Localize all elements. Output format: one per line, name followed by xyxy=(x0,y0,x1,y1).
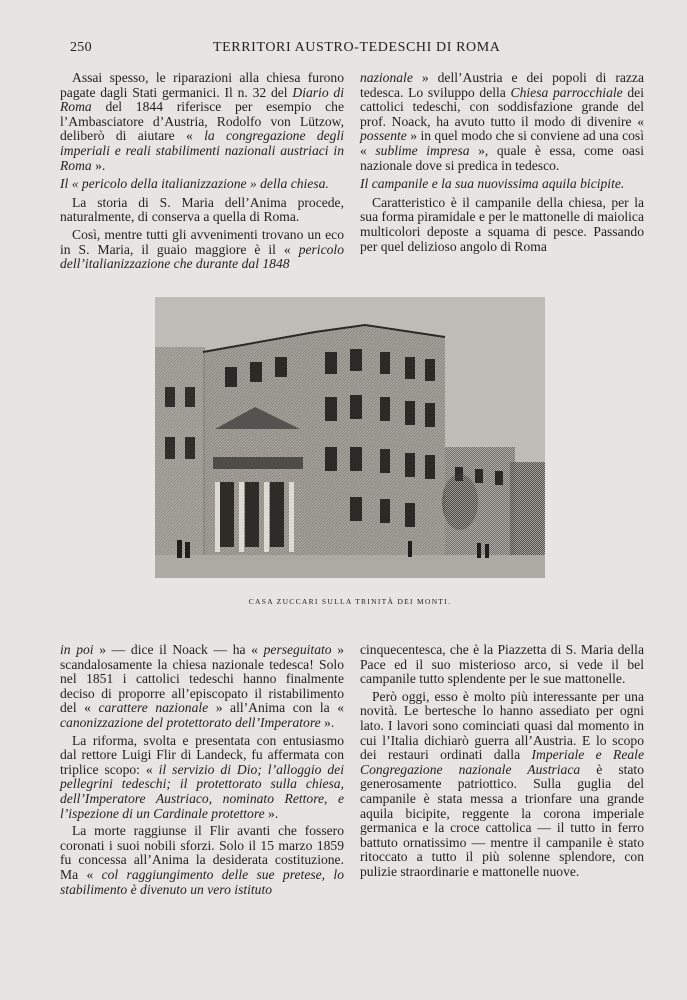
italic-text: pericolo dell’italianizzazione che durante dal 1848 xyxy=(60,241,344,272)
italic-text: in poi xyxy=(60,642,94,657)
text: » dell’Austria e dei popoli di razza tedesca. Lo sviluppo della xyxy=(360,70,644,100)
text: Però oggi, esso è molto più interessante per una novità. Le bertesche lo hanno assediato per ogni lato. I lavori sono cominciati quasi dal momento in cui l’Italia dichiarò guerra all’Austria. E lo scopo dei restauri ordinati dalla xyxy=(360,688,644,763)
italic-text: Chiesa parrocchiale xyxy=(510,84,623,100)
column-bottom-left xyxy=(60,643,344,900)
text: » scandalosamente la chiesa nazionale tedesca! Solo nel 1851 i cattolici tedeschi hanno finalmente deciso di proporre all’episcopato il ristabilimento del « xyxy=(60,642,345,716)
engraving-illustration xyxy=(155,297,545,578)
italic-text: perseguitato xyxy=(263,642,332,657)
paragraph xyxy=(60,643,344,731)
italic-text: Diario di Roma xyxy=(60,84,344,115)
text: ». xyxy=(91,157,106,173)
italic-text: nazionale xyxy=(360,70,413,85)
section-heading: Il campanile e la sua nuovissima aquila bicipite. xyxy=(360,176,625,192)
italic-text: col raggiungimento delle sue pretese, lo stabilimento è divenuto un vero istituto xyxy=(60,866,344,897)
paragraph: cinquecentesca, che è la Piazzetta di S. Maria della Pace ed il suo misterioso arco, si vede il bel campanile tutto splendente per le sue mattonelle. xyxy=(360,642,644,687)
text: », quale è essa, come oasi nazionale dove si predica in tedesco. xyxy=(360,142,644,173)
figure-caption: CASA ZUCCARI SULLA TRINITÀ DEI MONTI. xyxy=(248,597,452,606)
paragraph xyxy=(60,824,344,897)
paragraph xyxy=(60,228,344,272)
italic-text: canonizzazione del protettorato dell’Imperatore xyxy=(60,714,321,730)
text: è stato generosamente patriottico. Sulla guglia del campanile è stata messa a trionfare una grande aquila bicipite, reggente la corona imperiale germanica e la croce cattolica — il tutto in ferro battuto ornatissimo — mentre il campanile è stato ritoccato a tutto il più solenne splendore, con pulizie straordinarie e mattonelle nuove. xyxy=(360,761,644,879)
text: » in quel modo che si conviene ad una così « xyxy=(360,128,644,158)
column-top-right xyxy=(360,71,644,257)
italic-text: sublime impresa xyxy=(375,142,470,158)
page-number: 250 xyxy=(70,40,92,55)
text: Assai spesso, le riparazioni alla chiesa furono pagate dagli Stati germanici. Il n. 32 del xyxy=(60,70,344,100)
text: » all’Anima con la « xyxy=(208,700,344,716)
running-title: TERRITORI AUSTRO-TEDESCHI DI ROMA xyxy=(213,40,501,55)
building-engraving xyxy=(155,297,545,578)
paragraph xyxy=(60,734,344,822)
italic-text: il servizio di Dio; l’alloggio dei pellegrini tedeschi; il protettorato sulla chiesa, dell’Imperatore Austriaco, nominato Rettore, e l’ispezione di un Cardinale protettore xyxy=(60,761,344,821)
column-bottom-right xyxy=(360,643,644,883)
text: dei cattolici tedeschi, con soddisfazione grande del prof. Noack, ha avuto tutto il modo di divenire « xyxy=(360,84,644,129)
text: La riforma, svolta e presentata con entusiasmo dal rettore Luigi Flir di Landeck, fu affermata con triplice scopo: « xyxy=(60,732,344,777)
section-heading: Il « pericolo della italianizzazione » della chiesa. xyxy=(60,176,329,192)
italic-text: carattere nazionale xyxy=(98,700,209,716)
column-top-left xyxy=(60,71,344,275)
paragraph: Caratteristico è il campanile della chiesa, per la sua forma piramidale e per le mattonelle di maiolica multicolori deposte a squama di pesce. Passando per quel delizioso angolo di Roma xyxy=(360,194,644,254)
italic-text: possente xyxy=(360,128,407,144)
text: Così, mentre tutti gli avvenimenti trovano un eco in S. Maria, il guaio maggiore è il « xyxy=(60,226,344,257)
paragraph xyxy=(60,71,344,173)
paragraph: La storia di S. Maria dell’Anima procede, naturalmente, di conserva a quella di Roma. xyxy=(60,194,344,225)
text: del 1844 riferisce per esempio che l’Ambasciatore d’Austria, Rodolfo von Lützow, deliberò di aiutare « xyxy=(60,99,344,144)
italic-text: Imperiale e Reale Congregazione nazionale Austriaca xyxy=(360,747,644,777)
italic-text: la congregazione degli imperiali e reali stabilimenti nazionali austriaci in Roma xyxy=(60,128,344,173)
paragraph xyxy=(360,71,644,173)
paragraph xyxy=(360,690,644,880)
text: La morte raggiunse il Flir avanti che fossero coronati i suoi nobili sforzi. Solo il 15 marzo 1859 fu concessa all’Anima la desiderata costituzione. Ma « xyxy=(60,823,344,882)
text: » — dice il Noack — ha « xyxy=(93,642,264,657)
text: ». xyxy=(320,714,335,730)
text: ». xyxy=(264,805,279,821)
